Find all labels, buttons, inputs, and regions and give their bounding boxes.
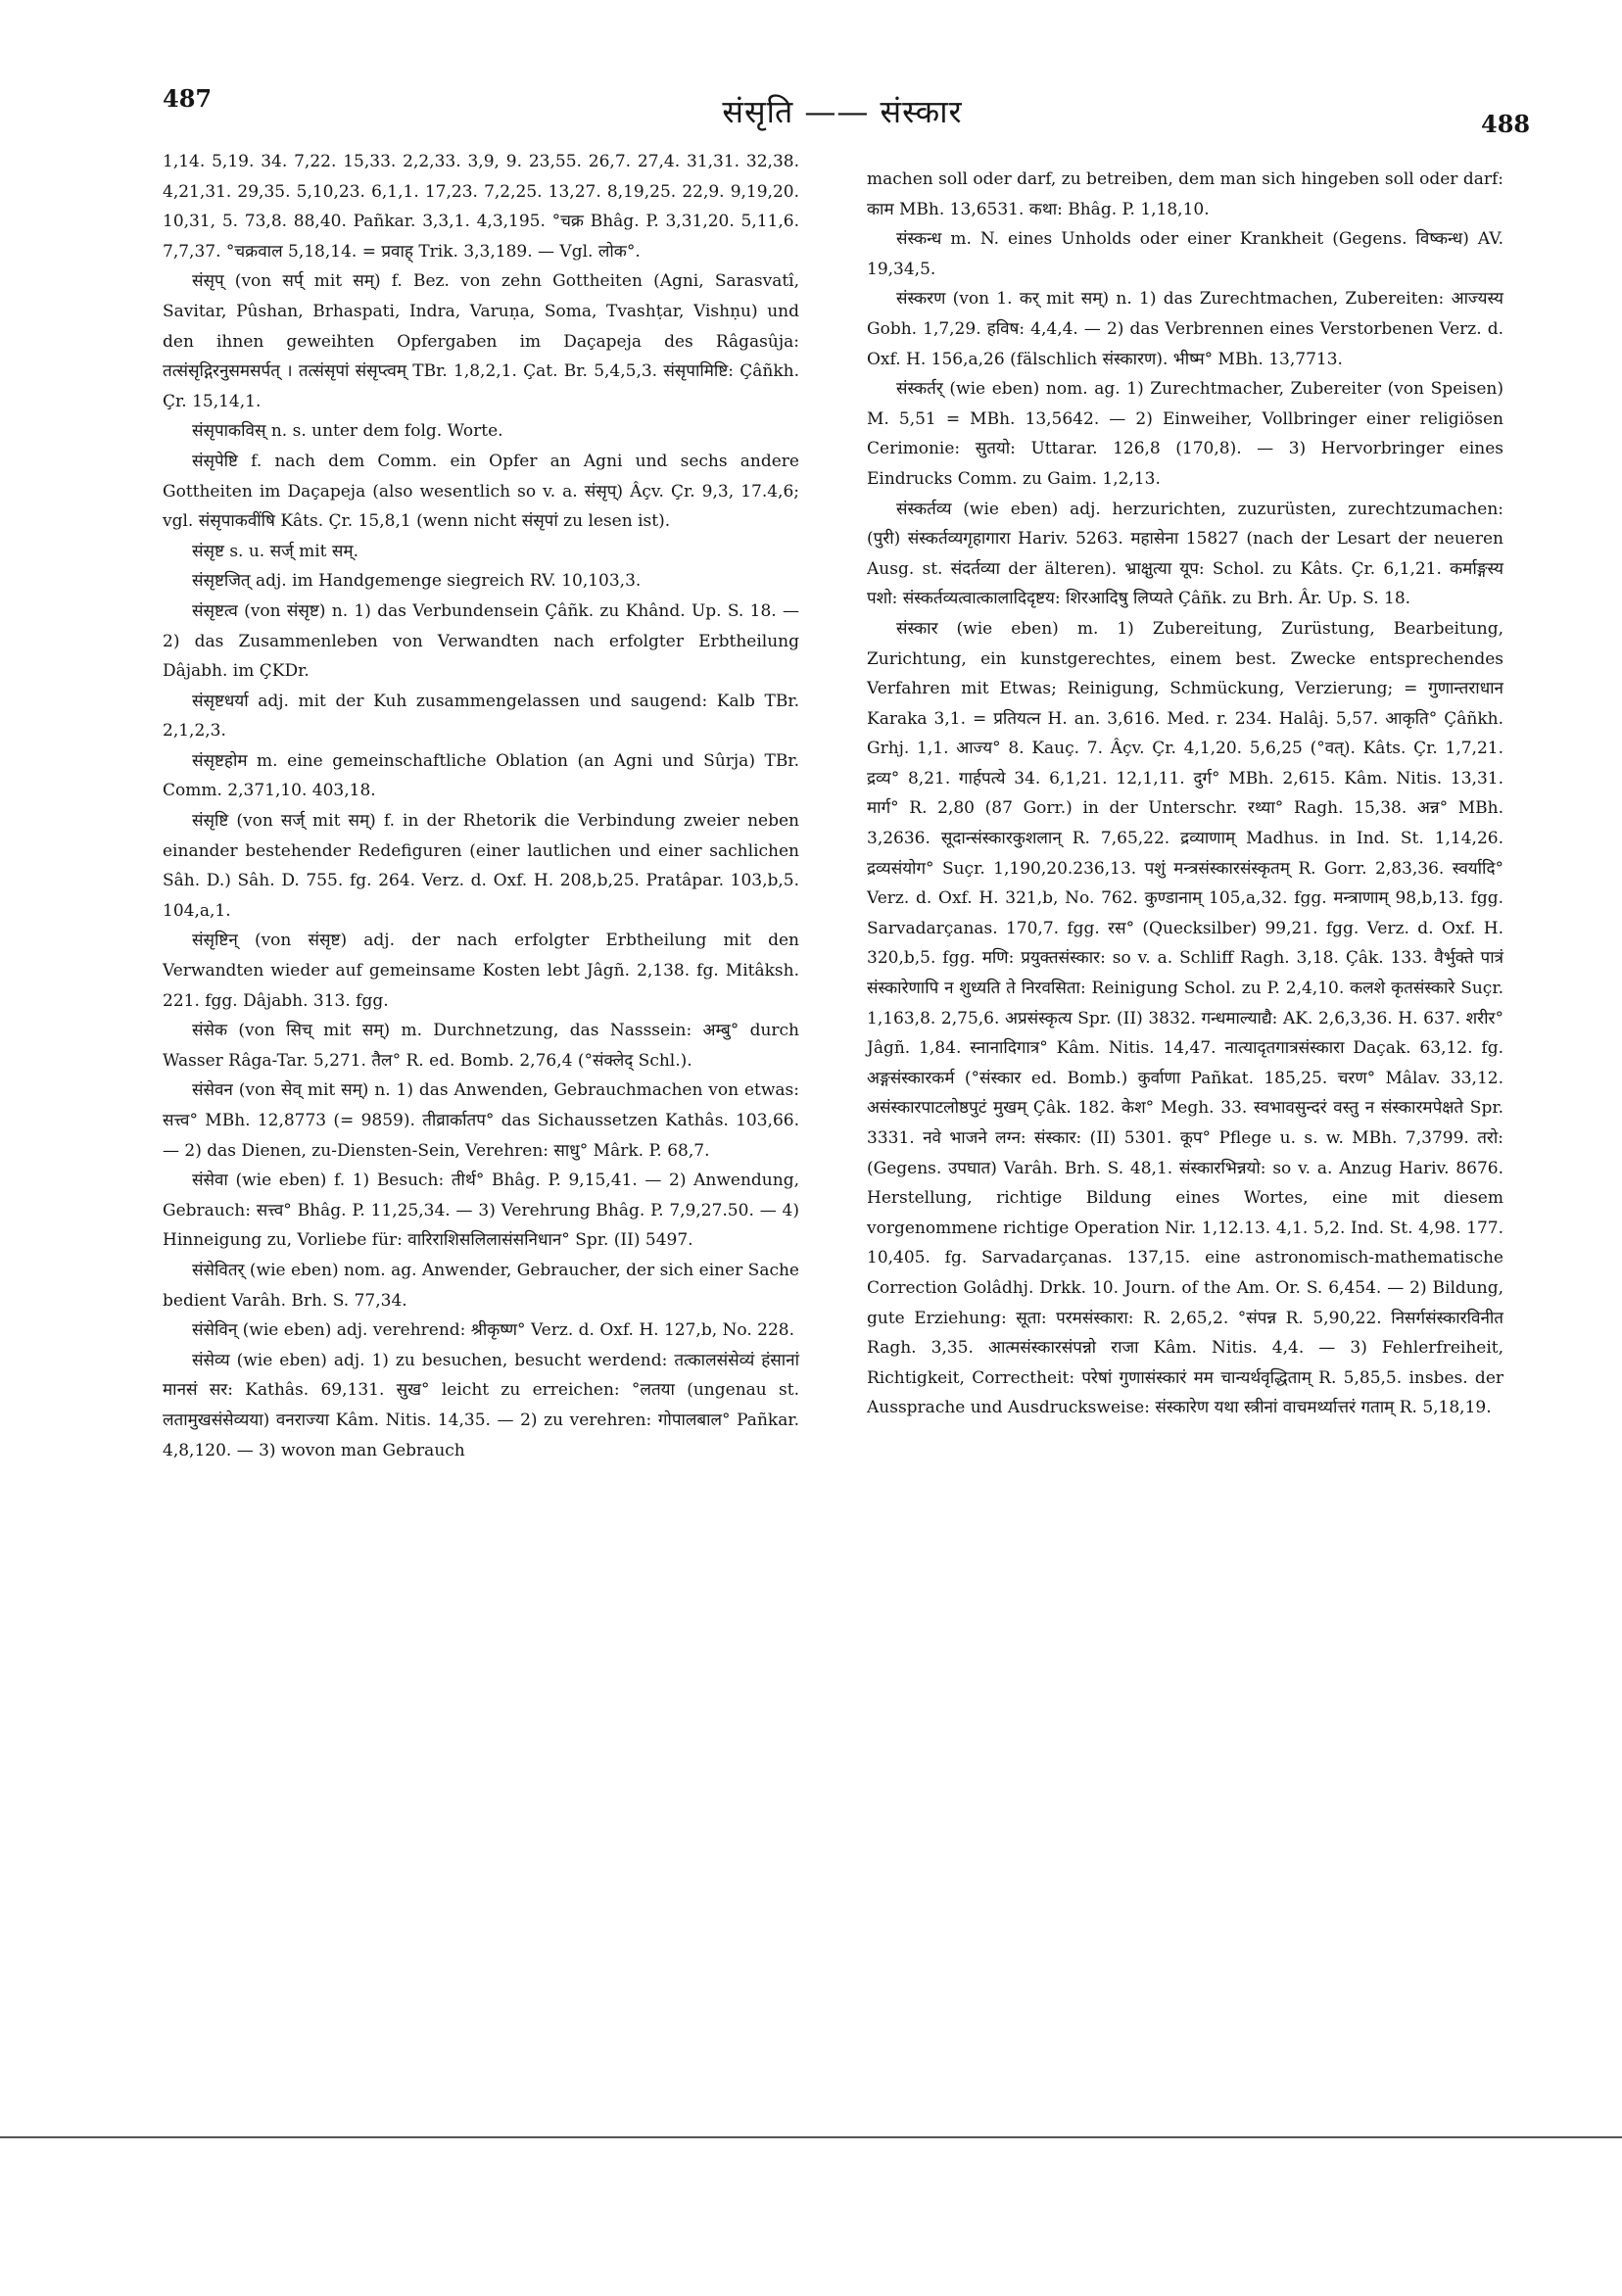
running-head: संसृति —— संस्कार xyxy=(722,93,963,130)
left-column xyxy=(163,147,799,1465)
dictionary-entry: संसृष्ट s. u. सर्ज् mit सम्. xyxy=(192,541,358,561)
dictionary-entry: संसृप् (von सर्प् mit सम्) f. Bez. von zehn Gottheiten (Agni, Sarasvatî, Savitar, Pûshan, Brhaspati, Indra, Varuṇa, Soma, Tvashṭar, Vishṇu) und den ihnen geweihten Opfergaben im Daçapeja des Râgasûja: तत्संसृद्गिरनुसमसर्पत् । तत्संसृपां संसृप्त्वम् TBr. 1,8,2,1. Çat. Br. 5,4,5,3. संसृपामिष्टि: Çâñkh. Çr. 15,14,1. xyxy=(163,271,799,411)
dictionary-entry: संसेवन (von सेव् mit सम्) n. 1) das Anwenden, Gebrauchmachen von etwas: सत्त्व° MBh. 12,8773 (= 9859). तीव्रार्कातप° das Sichaussetzen Kathâs. 103,66. — 2) das Dienen, zu-Diensten-Sein, Verehren: साधु° Mârk. P. 68,7. xyxy=(163,1080,799,1161)
dictionary-entry: संसृपाकविस् n. s. unter dem folg. Worte. xyxy=(192,421,503,442)
dictionary-entry: संसेक (von सिच् mit सम्) m. Durchnetzung, das Nasssein: अम्बु° durch Wasser Râga-Tar. 5,271. तैल° R. ed. Bomb. 2,76,4 (°संक्लेद् Schl.). xyxy=(163,1021,799,1071)
dictionary-entry: संसृष्टिन् (von संसृष्ट) adj. der nach erfolgter Erbtheilung mit den Verwandten wieder auf gemeinsame Kosten lebt Jâgñ. 2,138. fg. Mitâksh. 221. fgg. Dâjabh. 313. fgg. xyxy=(163,931,799,1011)
dictionary-entry: संस्कर्तव्य (wie eben) adj. herzurichten, zuzurüsten, zurechtzumachen: (पुरी) संस्कर्तव्यगृहागारा Hariv. 5263. महासेना 15827 (nach der Lesart der neueren Ausg. st. संदर्तव्या der älteren). भ्राक्षुत्या यूप: Schol. zu Kâts. Çr. 6,1,21. कर्माङ्गस्य पशो: संस्कर्तव्यत्वात्कालादिदृष्टय: शिरआदिषु लिप्यते Çâñk. zu Brh. Âr. Up. S. 18. xyxy=(867,499,1503,609)
dictionary-entry: संसृष्टि (von सर्ज् mit सम्) f. in der Rhetorik die Verbindung zweier neben einander bestehender Redefiguren (einer lautlichen und einer sachlichen Sâh. D.) Sâh. D. 755. fg. 264. Verz. d. Oxf. H. 208,b,25. Pratâpar. 103,b,5. 104,a,1. xyxy=(163,811,799,921)
right-column xyxy=(867,165,1503,1423)
page-number-right: 488 xyxy=(1481,110,1531,138)
dictionary-entry: संसृष्टत्व (von संसृष्ट) n. 1) das Verbundensein Çâñk. zu Khând. Up. S. 18. — 2) das Zusammenleben von Verwandten nach erfolgter Erbtheilung Dâjabh. im ÇKDr. xyxy=(163,600,799,682)
bottom-rule xyxy=(0,2136,1622,2138)
dictionary-entry: संस्कन्ध m. N. eines Unholds oder einer Krankheit (Gegens. विष्कन्ध) AV. 19,34,5. xyxy=(867,229,1503,279)
dictionary-entry: संसेव्य (wie eben) adj. 1) zu besuchen, besucht werdend: तत्कालसंसेव्यं हंसानां मानसं सर: Kathâs. 69,131. सुख° leicht zu erreichen: °लतया (ungenau st. लतामुखसंसेव्यया) वनराज्या Kâm. Nitis. 14,35. — 2) zu verehren: गोपालबाल° Pañkar. 4,8,120. — 3) wovon man Gebrauch xyxy=(163,1350,799,1460)
dictionary-entry: 1,14. 5,19. 34. 7,22. 15,33. 2,2,33. 3,9, 9. 23,55. 26,7. 27,4. 31,31. 32,38. 4,21,31. 29,35. 5,10,23. 6,1,1. 17,23. 7,2,25. 13,27. 8,19,25. 22,9. 9,19,20. 10,31, 5. 73,8. 88,40. Pañkar. 3,3,1. 4,3,195. °चक्र Bhâg. P. 3,31,20. 5,11,6. 7,7,37. °चक्रवाल 5,18,14. = प्रवाह् Trik. 3,3,189. — Vgl. लोक°. xyxy=(163,152,799,262)
page-number-left: 487 xyxy=(163,84,213,113)
dictionary-entry: संसृष्टहोम m. eine gemeinschaftliche Oblation (an Agni und Sûrja) TBr. Comm. 2,371,10. 403,18. xyxy=(163,750,799,801)
dictionary-entry: संसृपेष्टि f. nach dem Comm. ein Opfer an Agni und sechs andere Gottheiten im Daçapeja (also wesentlich so v. a. संसृप्) Âçv. Çr. 9,3, 17.4,6; vgl. संसृपाकवींषि Kâts. Çr. 15,8,1 (wenn nicht संसृपां zu lesen ist). xyxy=(163,451,799,532)
dictionary-entry: संस्कर्तर् (wie eben) nom. ag. 1) Zurechtmacher, Zubereiter (von Speisen) M. 5,51 = MBh. 13,5642. — 2) Einweiher, Vollbringer einer religiösen Cerimonie: सुतयो: Uttarar. 126,8 (170,8). — 3) Hervorbringer eines Eindrucks Comm. zu Gaim. 1,2,13. xyxy=(867,379,1503,489)
dictionary-entry: संसेवा (wie eben) f. 1) Besuch: तीर्थ° Bhâg. P. 9,15,41. — 2) Anwendung, Gebrauch: सत्त्व° Bhâg. P. 11,25,34. — 3) Verehrung Bhâg. P. 7,9,27.50. — 4) Hinneigung zu, Vorliebe für: वारिराशिसलिलासंसनिधान° Spr. (II) 5497. xyxy=(163,1171,799,1251)
dictionary-entry: संसेविन् (wie eben) adj. verehrend: श्रीकृष्ण° Verz. d. Oxf. H. 127,b, No. 228. xyxy=(192,1320,794,1341)
dictionary-entry: संसृष्टधर्या adj. mit der Kuh zusammengelassen und saugend: Kalb TBr. 2,1,2,3. xyxy=(163,691,799,741)
dictionary-entry: संस्करण (von 1. कर् mit सम्) n. 1) das Zurechtmachen, Zubereiten: आज्यस्य Gobh. 1,7,29. हविष: 4,4,4. — 2) das Verbrennen eines Verstorbenen Verz. d. Oxf. H. 156,a,26 (fälschlich संस्कारण). भीष्म° MBh. 13,7713. xyxy=(867,289,1503,369)
dictionary-entry: संस्कार (wie eben) m. 1) Zubereitung, Zurüstung, Bearbeitung, Zurichtung, ein kunstgerechtes, einem best. Zwecke entsprechendes Verfahren mit Etwas; Reinigung, Schmückung, Verzierung; = गुणान्तराधान Karaka 3,1. = प्रतियत्न H. an. 3,616. Med. r. 234. Halâj. 5,57. आकृति° Çâñkh. Grhj. 1,1. आज्य° 8. Kauç. 7. Âçv. Çr. 4,1,20. 5,6,25 (°वत्). Kâts. Çr. 1,7,21. द्रव्य° 8,21. गार्हपत्ये 34. 6,1,21. 12,1,11. दुर्ग° MBh. 2,615. Kâm. Nitis. 13,31. मार्ग° R. 2,80 (87 Gorr.) in der Unterschr. रथ्या° Ragh. 15,38. अन्न° MBh. 3,2636. सूदान्संस्कारकुशलान् R. 7,65,22. द्रव्याणाम् Madhus. in Ind. St. 1,14,26. द्रव्यसंयोग° Suçr. 1,190,20.236,13. पशुं मन्त्रसंस्कारसंस्कृतम् R. Gorr. 2,83,36. स्वर्यादि° Verz. d. Oxf. H. 321,b, No. 762. कुण्डानाम् 105,a,32. fgg. मन्त्राणाम् 98,b,13. fgg. Sarvadarçanas. 170,7. fgg. रस° (Quecksilber) 99,21. fgg. Verz. d. Oxf. H. 320,b,5. fgg. मणि: प्रयुक्तसंस्कार: so v. a. Schliff Ragh. 3,18. Çâk. 133. वैर्भुक्ते पात्रं संस्कारेणापि न शुध्यति ते निरवसिता: Reinigung Schol. zu P. 2,4,10. कलशे कृतसंस्कारे Suçr. 1,163,8. 2,75,6. अप्रसंस्कृत्य Spr. (II) 3832. गन्धमाल्याद्यै: AK. 2,6,3,36. H. 637. शरीर° Jâgñ. 1,84. स्नानादिगात्र° Kâm. Nitis. 14,47. नात्यादृतगात्रसंस्कारा Daçak. 63,12. fg. अङ्गसंस्कारकर्म (°संस्कार ed. Bomb.) कुर्वाणा Pañkat. 185,25. चरण° Mâlav. 33,12. असंस्कारपाटलोष्ठपुटं मुखम् Çâk. 182. केश° Megh. 33. स्वभावसुन्दरं वस्तु न संस्कारमपेक्षते Spr. 3331. नवे भाजने लग्न: संस्कार: (II) 5301. कूप° Pflege u. s. w. MBh. 7,3799. तरो: (Gegens. उपघात) Varâh. Brh. S. 48,1. संस्कारभिन्नयो: so v. a. Anzug Hariv. 8676. Herstellung, richtige Bildung eines Wortes, eine mit diesem vorgenommene richtige Operation Nir. 1,12.13. 4,1. 5,2. Ind. St. 4,98. 177. 10,405. fg. Sarvadarçanas. 137,15. eine astronomisch-mathematische Correction Golâdhj. Drkk. 10. Journ. of the Am. Or. S. 6,454. — 2) Bildung, gute Erziehung: सूता: परमसंस्कारा: R. 2,65,2. °संपन्न R. 5,90,22. निसर्गसंस्कारविनीत Ragh. 3,35. आत्मसंस्कारसंपन्नो राजा Kâm. Nitis. 4,4. — 3) Fehlerfreiheit, Richtigkeit, Correctheit: परेषां गुणासंस्कारं मम चान्यर्थवृद्धिताम् R. 5,85,5. insbes. der Aussprache und Ausdrucksweise: संस्कारेण यथा स्त्रीनां वाचमर्थ्यात्तरं गताम् R. 5,18,19. xyxy=(867,618,1503,1418)
dictionary-entry: संसृष्टजित् adj. im Handgemenge siegreich RV. 10,103,3. xyxy=(192,571,642,592)
dictionary-entry: machen soll oder darf, zu betreiben, dem man sich hingeben soll oder darf: काम MBh. 13,6531. कथा: Bhâg. P. 1,18,10. xyxy=(867,169,1503,219)
dictionary-entry: संसेवितर् (wie eben) nom. ag. Anwender, Gebraucher, der sich einer Sache bedient Varâh. Brh. S. 77,34. xyxy=(163,1260,799,1311)
